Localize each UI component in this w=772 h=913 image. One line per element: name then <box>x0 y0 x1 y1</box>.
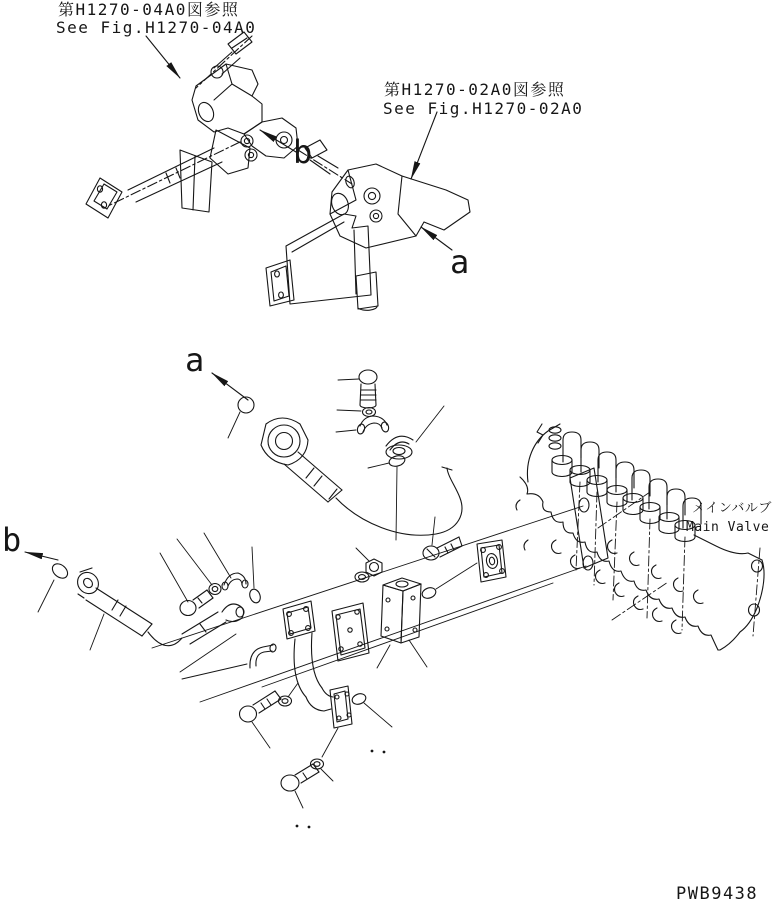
dash-dot <box>371 750 374 753</box>
mounting-plate <box>286 214 371 304</box>
view-arrow-b2 <box>25 552 58 560</box>
leader <box>322 728 338 757</box>
leader <box>288 683 298 697</box>
view-letter-a2: a <box>185 341 205 379</box>
manifold-block <box>383 578 421 591</box>
long-leader-lines <box>152 506 586 702</box>
leader <box>436 563 477 589</box>
fig-reference-1-jp: 第H1270-04A0図参照 <box>58 0 240 19</box>
o-ring <box>388 454 406 468</box>
leader-arrow-ref1 <box>146 36 180 78</box>
leader <box>432 517 435 545</box>
foot <box>356 272 378 309</box>
fig-reference-2-jp: 第H1270-02A0図参照 <box>384 80 566 99</box>
o-ring <box>238 397 254 413</box>
lower-left-hose-assembly <box>25 533 277 679</box>
bracket <box>180 150 212 212</box>
view-letter-b1: b <box>293 133 313 171</box>
centerline <box>594 492 597 585</box>
leader <box>228 412 240 438</box>
dash-dot <box>383 751 386 754</box>
leader <box>368 463 389 468</box>
leader <box>364 703 392 727</box>
dash-dot <box>308 826 311 829</box>
leader <box>356 548 369 561</box>
view-arrow-b1 <box>260 130 296 152</box>
leader <box>180 634 236 672</box>
o-ring <box>50 561 71 581</box>
leader <box>204 533 231 578</box>
bolt-head <box>370 210 382 222</box>
leader <box>177 539 212 585</box>
leader <box>377 645 390 668</box>
valve-scalloped-edge <box>520 477 718 650</box>
hose <box>336 468 462 535</box>
leader <box>200 566 586 702</box>
flange-plates-and-pipe <box>283 601 392 757</box>
pipe <box>128 148 214 190</box>
view-arrow-a2 <box>212 373 248 400</box>
dash-dot <box>296 825 299 828</box>
leader <box>409 640 427 667</box>
leader <box>90 614 104 650</box>
bottom-fasteners <box>240 683 386 828</box>
o-ring <box>421 586 438 600</box>
pilot-valve-assembly-b <box>86 32 298 218</box>
o-ring <box>248 588 262 605</box>
leader <box>337 410 361 411</box>
fig-reference-1-en: See Fig.H1270-04A0 <box>56 18 257 37</box>
hose-tube <box>298 452 342 490</box>
leader <box>182 664 247 679</box>
bolt-head <box>364 188 380 204</box>
bolt <box>240 706 257 722</box>
leader <box>252 722 270 748</box>
hose-fitting <box>73 568 102 598</box>
leader <box>295 791 303 808</box>
centerline <box>647 519 650 618</box>
washer <box>209 584 221 595</box>
fig-reference-2-en: See Fig.H1270-02A0 <box>383 99 584 118</box>
leader <box>336 430 356 432</box>
washer <box>279 696 292 706</box>
leader <box>38 580 54 612</box>
port-hole <box>583 556 593 570</box>
leader <box>396 467 397 540</box>
hose-clamp <box>360 416 387 426</box>
banjo-hose-assembly <box>212 373 462 535</box>
center-fastener-parts <box>336 370 444 540</box>
view-letter-a1: a <box>450 243 470 281</box>
port-hole <box>579 498 589 512</box>
leader <box>338 379 359 380</box>
leader <box>160 553 188 602</box>
main-valve-drawing <box>516 424 764 650</box>
valve-body <box>192 64 262 134</box>
view-letter-b2: b <box>2 521 22 559</box>
washer <box>363 408 376 417</box>
drawing-number: PWB9438 <box>676 884 759 904</box>
centerline <box>682 537 685 630</box>
bolt-head <box>245 149 257 161</box>
leader <box>321 769 333 781</box>
bolt <box>180 601 196 616</box>
pipe-centerline <box>108 142 240 206</box>
leader <box>252 547 254 588</box>
leader <box>152 506 583 648</box>
bolt <box>359 370 377 384</box>
view-arrow-a1 <box>421 227 452 250</box>
hose-tube <box>96 588 152 624</box>
bolt-head <box>241 135 253 147</box>
leader <box>262 583 553 687</box>
leader <box>416 406 444 442</box>
main-valve-label-en: Main Valve <box>686 520 770 535</box>
main-valve-label-jp: メインバルブ <box>692 501 772 516</box>
leader-arrow-ref2 <box>411 112 437 179</box>
bolt <box>281 775 299 791</box>
port-circle <box>752 560 763 572</box>
